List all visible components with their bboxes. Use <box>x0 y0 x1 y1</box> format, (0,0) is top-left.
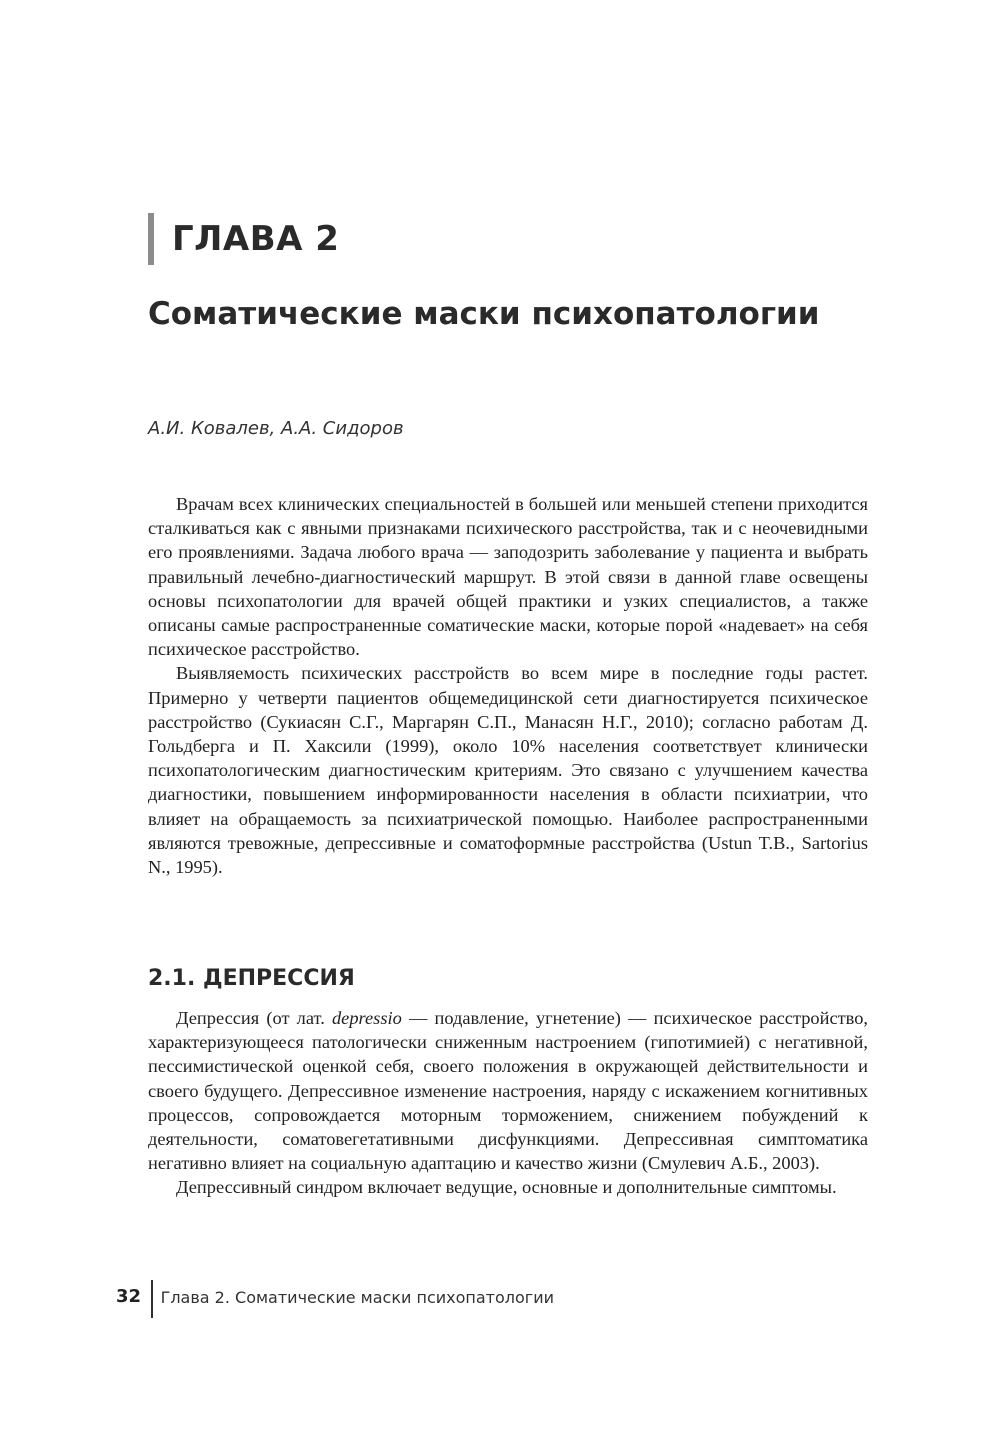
intro-text <box>148 492 868 879</box>
latin-term: depressio <box>331 1008 402 1028</box>
chapter-label: ГЛАВА 2 <box>172 219 340 259</box>
page-footer <box>116 1280 554 1318</box>
section-paragraph-1-rest: — подавление, угнетение) — психическое расстройство, характеризующееся патологически сниженным настроением (гипотимией) с негативной, пессимистической оценкой себя, своего положения в окружающей действительности и своего будущего. Депрессивное изменение настроения, наряду с искажением когнитивных процессов, сопровождается моторным торможением, снижением побуждений к деятельности, соматовегетативными дисфункциями. Депрессивная симптоматика негативно влияет на социальную адаптацию и качество жизни (Смулевич А.Б., 2003). <box>148 1008 868 1174</box>
running-head: Глава 2. Соматические маски психопатологии <box>160 1288 554 1307</box>
section-paragraph-1 <box>148 1006 868 1175</box>
intro-paragraph-1: Врачам всех клинических специальностей в большей или меньшей степени приходится сталкиваться как с явными признаками психического расстройства, так и с неочевидными его проявлениями. Задача любого врача — заподозрить заболевание у пациента и выбрать правильный лечебно-диагностический маршрут. В этой связи в данной главе освещены основы психопатологии для врачей общей практики и узких специалистов, а также описаны самые распространенные соматические маски, которые порой «надевает» на себя психическое расстройство. <box>148 494 868 660</box>
intro-paragraph-2: Выявляемость психических расстройств во всем мире в последние годы растет. Примерно у четверти пациентов общемедицинской сети диагностируется психическое расстройство (Сукиасян С.Г., Маргарян С.П., Манасян Н.Г., 2010); согласно работам Д. Гольдберга и П. Хаксили (1999), около 10% населения соответствует клинически психопатологическим диагностическим критериям. Это связано с улучшением качества диагностики, повышением информированности населения в области психиатрии, что влияет на обращаемость за психиатрической помощью. Наиболее распространенными являются тревожные, депрессивные и соматоформные расстройства (Ustun T.B., Sartorius N., 1995). <box>148 663 868 878</box>
page-number: 32 <box>116 1286 142 1307</box>
section-paragraph-2: Депрессивный синдром включает ведущие, основные и дополнительные симптомы. <box>176 1177 837 1198</box>
footer-divider <box>151 1280 153 1318</box>
chapter-accent-bar <box>148 213 154 265</box>
chapter-header <box>148 212 339 266</box>
chapter-authors: А.И. Ковалев, А.А. Сидоров <box>148 418 404 439</box>
chapter-title: Соматические маски психопатологии <box>148 296 820 332</box>
section-heading: 2.1. ДЕПРЕССИЯ <box>148 966 355 991</box>
section-text <box>148 1006 868 1200</box>
section-paragraph-1-start: Депрессия (от лат. <box>176 1008 332 1028</box>
